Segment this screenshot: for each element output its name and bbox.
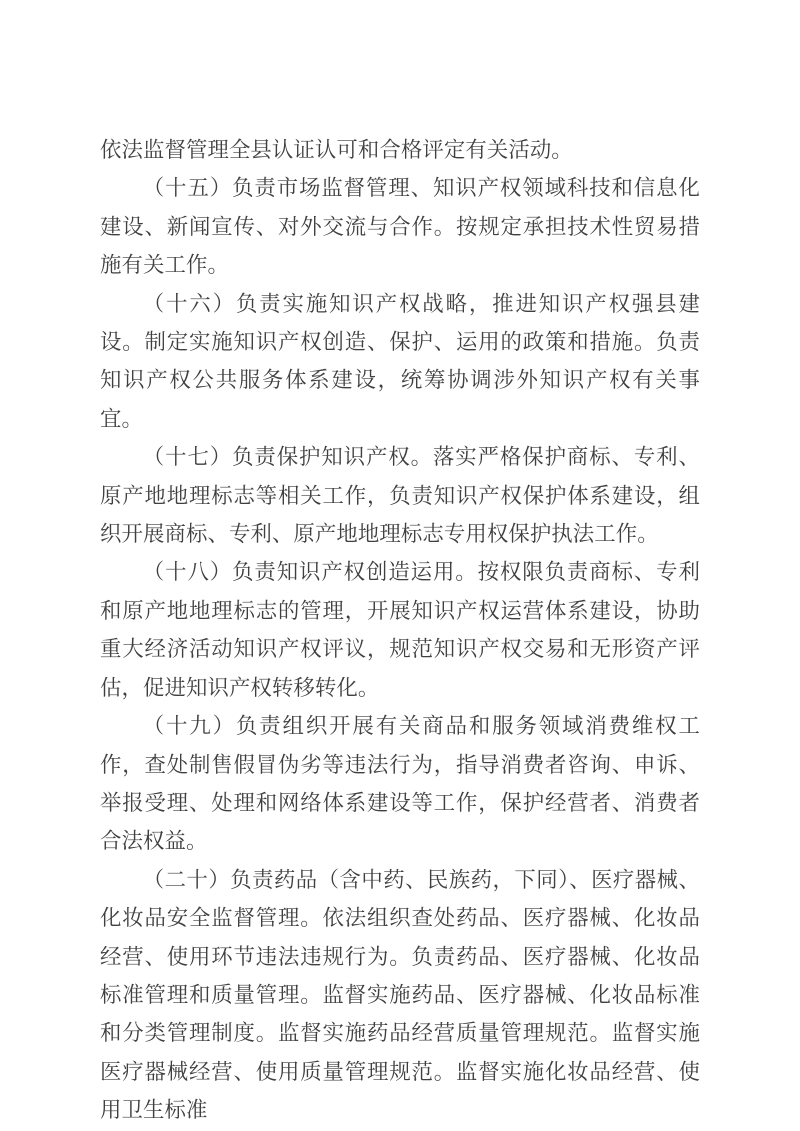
paragraph-item-15: （十五）负责市场监督管理、知识产权领域科技和信息化建设、新闻宣传、对外交流与合作。按规定承担技术性贸易措施有关工作。	[100, 176, 700, 278]
paragraph-item-16: （十六）负责实施知识产权战略，推进知识产权强县建设。制定实施知识产权创造、保护、运用的政策和措施。负责知识产权公共服务体系建设，统筹协调涉外知识产权有关事宜。	[100, 291, 700, 431]
document-body-text	[100, 131, 700, 1130]
paragraph-item-20: （二十）负责药品（含中药、民族药，下同）、医疗器械、化妆品安全监督管理。依法组织查处药品、医疗器械、化妆品经营、使用环节违法违规行为。负责药品、医疗器械、化妆品标准管理和质量管理。监督实施药品、医疗器械、化妆品标准和分类管理制度。监督实施药品经营质量管理规范。监督实施医疗器械经营、使用质量管理规范。监督实施化妆品经营、使用卫生标准	[100, 867, 700, 1123]
paragraph-item-18: （十八）负责知识产权创造运用。按权限负责商标、专利和原产地地理标志的管理，开展知识产权运营体系建设，协助重大经济活动知识产权评议，规范知识产权交易和无形资产评估，促进知识产权转移转化。	[100, 560, 700, 700]
paragraph-continuation: 依法监督管理全县认证认可和合格评定有关活动。	[100, 138, 573, 162]
paragraph-item-19: （十九）负责组织开展有关商品和服务领域消费维权工作，查处制售假冒伪劣等违法行为，指导消费者咨询、申诉、举报受理、处理和网络体系建设等工作，保护经营者、消费者合法权益。	[100, 714, 700, 854]
paragraph-item-17: （十七）负责保护知识产权。落实严格保护商标、专利、原产地地理标志等相关工作，负责知识产权保护体系建设，组织开展商标、专利、原产地地理标志专用权保护执法工作。	[100, 445, 700, 547]
